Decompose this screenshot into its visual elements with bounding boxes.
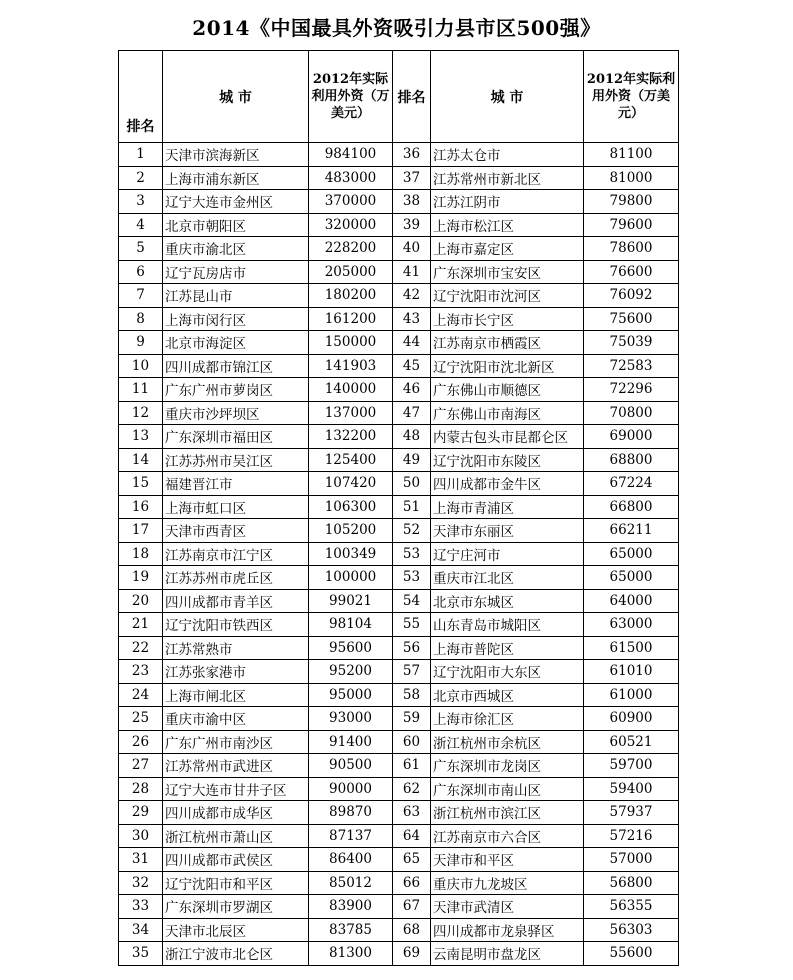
city-right-cell: 天津市和平区: [431, 848, 584, 872]
table-row: [119, 777, 679, 801]
city-left-cell: 北京市朝阳区: [163, 213, 309, 237]
header-value-left: 2012年实际利用外资（万美元）: [309, 51, 393, 143]
table-row: [119, 495, 679, 519]
value-left-cell: 90000: [309, 777, 393, 801]
city-right-cell: 天津市东丽区: [431, 519, 584, 543]
rank-right-cell: 63: [393, 801, 431, 825]
table-header-row: [119, 51, 679, 143]
table-row: [119, 824, 679, 848]
city-right-cell: 山东青岛市城阳区: [431, 613, 584, 637]
city-right-cell: 浙江杭州市滨江区: [431, 801, 584, 825]
rank-left-cell: 5: [119, 237, 163, 261]
city-right-cell: 江苏太仓市: [431, 143, 584, 167]
city-right-cell: 云南昆明市盘龙区: [431, 942, 584, 966]
value-right-cell: 64000: [584, 589, 679, 613]
value-right-cell: 68800: [584, 448, 679, 472]
rank-left-cell: 16: [119, 495, 163, 519]
value-left-cell: 105200: [309, 519, 393, 543]
rank-right-cell: 58: [393, 683, 431, 707]
value-right-cell: 55600: [584, 942, 679, 966]
table-row: [119, 237, 679, 261]
value-left-cell: 93000: [309, 707, 393, 731]
ranking-table: [118, 50, 679, 966]
value-left-cell: 98104: [309, 613, 393, 637]
rank-right-cell: 55: [393, 613, 431, 637]
city-right-cell: 上海市松江区: [431, 213, 584, 237]
value-right-cell: 61000: [584, 683, 679, 707]
rank-right-cell: 41: [393, 260, 431, 284]
value-left-cell: 137000: [309, 401, 393, 425]
table-row: [119, 143, 679, 167]
header-rank-left: 排名: [119, 51, 163, 143]
table-row: [119, 918, 679, 942]
rank-left-cell: 25: [119, 707, 163, 731]
table-row: [119, 848, 679, 872]
value-left-cell: 984100: [309, 143, 393, 167]
table-row: [119, 660, 679, 684]
table-row: [119, 871, 679, 895]
city-right-cell: 江苏南京市栖霞区: [431, 331, 584, 355]
table-row: [119, 589, 679, 613]
rank-right-cell: 48: [393, 425, 431, 449]
table-row: [119, 566, 679, 590]
rank-left-cell: 14: [119, 448, 163, 472]
rank-left-cell: 6: [119, 260, 163, 284]
value-right-cell: 67224: [584, 472, 679, 496]
rank-right-cell: 64: [393, 824, 431, 848]
table-row: [119, 331, 679, 355]
header-rank-right: 排名: [393, 51, 431, 143]
value-left-cell: 205000: [309, 260, 393, 284]
value-right-cell: 70800: [584, 401, 679, 425]
value-left-cell: 161200: [309, 307, 393, 331]
rank-left-cell: 10: [119, 354, 163, 378]
city-left-cell: 辽宁大连市金州区: [163, 190, 309, 214]
rank-right-cell: 46: [393, 378, 431, 402]
value-right-cell: 59700: [584, 754, 679, 778]
value-right-cell: 69000: [584, 425, 679, 449]
value-right-cell: 76092: [584, 284, 679, 308]
city-right-cell: 上海市嘉定区: [431, 237, 584, 261]
rank-left-cell: 34: [119, 918, 163, 942]
rank-left-cell: 21: [119, 613, 163, 637]
rank-left-cell: 33: [119, 895, 163, 919]
city-left-cell: 江苏常州市武进区: [163, 754, 309, 778]
city-left-cell: 辽宁瓦房店市: [163, 260, 309, 284]
rank-right-cell: 59: [393, 707, 431, 731]
rank-right-cell: 42: [393, 284, 431, 308]
rank-left-cell: 13: [119, 425, 163, 449]
rank-right-cell: 50: [393, 472, 431, 496]
value-right-cell: 59400: [584, 777, 679, 801]
value-right-cell: 57937: [584, 801, 679, 825]
table-body: [119, 143, 679, 966]
city-right-cell: 北京市西城区: [431, 683, 584, 707]
rank-left-cell: 29: [119, 801, 163, 825]
rank-left-cell: 23: [119, 660, 163, 684]
rank-left-cell: 3: [119, 190, 163, 214]
value-left-cell: 87137: [309, 824, 393, 848]
rank-right-cell: 37: [393, 166, 431, 190]
city-right-cell: 上海市青浦区: [431, 495, 584, 519]
city-left-cell: 广东广州市南沙区: [163, 730, 309, 754]
table-row: [119, 190, 679, 214]
rank-left-cell: 35: [119, 942, 163, 966]
city-right-cell: 上海市普陀区: [431, 636, 584, 660]
city-left-cell: 辽宁大连市甘井子区: [163, 777, 309, 801]
value-left-cell: 95600: [309, 636, 393, 660]
value-left-cell: 106300: [309, 495, 393, 519]
city-left-cell: 四川成都市成华区: [163, 801, 309, 825]
table-row: [119, 354, 679, 378]
rank-left-cell: 32: [119, 871, 163, 895]
header-city-left: 城 市: [163, 51, 309, 143]
city-left-cell: 四川成都市锦江区: [163, 354, 309, 378]
city-left-cell: 辽宁沈阳市和平区: [163, 871, 309, 895]
table-row: [119, 636, 679, 660]
rank-right-cell: 68: [393, 918, 431, 942]
city-left-cell: 四川成都市武侯区: [163, 848, 309, 872]
city-left-cell: 重庆市沙坪坝区: [163, 401, 309, 425]
value-left-cell: 132200: [309, 425, 393, 449]
rank-left-cell: 15: [119, 472, 163, 496]
city-right-cell: 江苏南京市六合区: [431, 824, 584, 848]
value-right-cell: 81000: [584, 166, 679, 190]
rank-left-cell: 28: [119, 777, 163, 801]
table-row: [119, 519, 679, 543]
value-left-cell: 95000: [309, 683, 393, 707]
city-right-cell: 辽宁沈阳市东陵区: [431, 448, 584, 472]
city-left-cell: 上海市闵行区: [163, 307, 309, 331]
city-left-cell: 天津市西青区: [163, 519, 309, 543]
table-row: [119, 683, 679, 707]
value-left-cell: 100349: [309, 542, 393, 566]
city-left-cell: 上海市虹口区: [163, 495, 309, 519]
value-left-cell: 86400: [309, 848, 393, 872]
value-left-cell: 483000: [309, 166, 393, 190]
city-left-cell: 天津市滨海新区: [163, 143, 309, 167]
rank-right-cell: 67: [393, 895, 431, 919]
rank-right-cell: 53: [393, 566, 431, 590]
city-right-cell: 辽宁沈阳市沈河区: [431, 284, 584, 308]
value-left-cell: 81300: [309, 942, 393, 966]
value-left-cell: 180200: [309, 284, 393, 308]
rank-right-cell: 39: [393, 213, 431, 237]
city-left-cell: 广东深圳市福田区: [163, 425, 309, 449]
value-left-cell: 89870: [309, 801, 393, 825]
rank-right-cell: 47: [393, 401, 431, 425]
city-left-cell: 上海市浦东新区: [163, 166, 309, 190]
rank-left-cell: 11: [119, 378, 163, 402]
rank-right-cell: 49: [393, 448, 431, 472]
rank-right-cell: 36: [393, 143, 431, 167]
table-row: [119, 472, 679, 496]
value-left-cell: 100000: [309, 566, 393, 590]
rank-right-cell: 53: [393, 542, 431, 566]
rank-left-cell: 30: [119, 824, 163, 848]
value-left-cell: 91400: [309, 730, 393, 754]
header-value-right: 2012年实际利用外资（万美元）: [584, 51, 679, 143]
rank-right-cell: 65: [393, 848, 431, 872]
city-left-cell: 江苏苏州市吴江区: [163, 448, 309, 472]
rank-right-cell: 62: [393, 777, 431, 801]
rank-right-cell: 51: [393, 495, 431, 519]
rank-left-cell: 4: [119, 213, 163, 237]
city-right-cell: 广东深圳市宝安区: [431, 260, 584, 284]
rank-left-cell: 24: [119, 683, 163, 707]
table-row: [119, 895, 679, 919]
table-row: [119, 307, 679, 331]
city-right-cell: 江苏江阴市: [431, 190, 584, 214]
value-left-cell: 150000: [309, 331, 393, 355]
rank-left-cell: 7: [119, 284, 163, 308]
city-left-cell: 广东广州市萝岗区: [163, 378, 309, 402]
table-row: [119, 707, 679, 731]
table-row: [119, 425, 679, 449]
city-left-cell: 福建晋江市: [163, 472, 309, 496]
value-left-cell: 140000: [309, 378, 393, 402]
table-row: [119, 613, 679, 637]
city-left-cell: 上海市闸北区: [163, 683, 309, 707]
table-row: [119, 260, 679, 284]
city-left-cell: 江苏常熟市: [163, 636, 309, 660]
rank-right-cell: 60: [393, 730, 431, 754]
rank-right-cell: 66: [393, 871, 431, 895]
value-right-cell: 72296: [584, 378, 679, 402]
value-left-cell: 320000: [309, 213, 393, 237]
rank-left-cell: 31: [119, 848, 163, 872]
city-left-cell: 江苏张家港市: [163, 660, 309, 684]
city-left-cell: 重庆市渝中区: [163, 707, 309, 731]
table-row: [119, 378, 679, 402]
city-right-cell: 重庆市九龙坡区: [431, 871, 584, 895]
value-right-cell: 76600: [584, 260, 679, 284]
value-right-cell: 56303: [584, 918, 679, 942]
city-right-cell: 上海市徐汇区: [431, 707, 584, 731]
value-right-cell: 66800: [584, 495, 679, 519]
city-left-cell: 重庆市渝北区: [163, 237, 309, 261]
city-left-cell: 江苏昆山市: [163, 284, 309, 308]
rank-right-cell: 69: [393, 942, 431, 966]
city-right-cell: 辽宁庄河市: [431, 542, 584, 566]
city-left-cell: 浙江杭州市萧山区: [163, 824, 309, 848]
city-right-cell: 广东佛山市南海区: [431, 401, 584, 425]
value-left-cell: 85012: [309, 871, 393, 895]
city-left-cell: 广东深圳市罗湖区: [163, 895, 309, 919]
city-right-cell: 天津市武清区: [431, 895, 584, 919]
rank-left-cell: 19: [119, 566, 163, 590]
value-right-cell: 63000: [584, 613, 679, 637]
city-left-cell: 江苏南京市江宁区: [163, 542, 309, 566]
rank-right-cell: 54: [393, 589, 431, 613]
city-right-cell: 北京市东城区: [431, 589, 584, 613]
table-row: [119, 448, 679, 472]
value-right-cell: 79800: [584, 190, 679, 214]
value-right-cell: 79600: [584, 213, 679, 237]
city-right-cell: 上海市长宁区: [431, 307, 584, 331]
rank-right-cell: 44: [393, 331, 431, 355]
value-right-cell: 57216: [584, 824, 679, 848]
city-right-cell: 内蒙古包头市昆都仑区: [431, 425, 584, 449]
rank-right-cell: 40: [393, 237, 431, 261]
table-row: [119, 801, 679, 825]
rank-left-cell: 27: [119, 754, 163, 778]
value-right-cell: 57000: [584, 848, 679, 872]
value-left-cell: 125400: [309, 448, 393, 472]
value-left-cell: 107420: [309, 472, 393, 496]
value-left-cell: 141903: [309, 354, 393, 378]
rank-right-cell: 56: [393, 636, 431, 660]
rank-left-cell: 12: [119, 401, 163, 425]
table-row: [119, 401, 679, 425]
rank-left-cell: 22: [119, 636, 163, 660]
rank-left-cell: 1: [119, 143, 163, 167]
rank-right-cell: 52: [393, 519, 431, 543]
city-left-cell: 江苏苏州市虎丘区: [163, 566, 309, 590]
value-right-cell: 60900: [584, 707, 679, 731]
table-row: [119, 754, 679, 778]
city-right-cell: 浙江杭州市余杭区: [431, 730, 584, 754]
value-right-cell: 61500: [584, 636, 679, 660]
rank-right-cell: 38: [393, 190, 431, 214]
value-right-cell: 65000: [584, 542, 679, 566]
rank-left-cell: 26: [119, 730, 163, 754]
city-right-cell: 广东深圳市龙岗区: [431, 754, 584, 778]
value-right-cell: 75039: [584, 331, 679, 355]
table-row: [119, 942, 679, 966]
city-left-cell: 天津市北辰区: [163, 918, 309, 942]
city-right-cell: 四川成都市金牛区: [431, 472, 584, 496]
value-right-cell: 78600: [584, 237, 679, 261]
value-left-cell: 95200: [309, 660, 393, 684]
city-left-cell: 北京市海淀区: [163, 331, 309, 355]
city-right-cell: 重庆市江北区: [431, 566, 584, 590]
rank-right-cell: 43: [393, 307, 431, 331]
rank-right-cell: 45: [393, 354, 431, 378]
value-right-cell: 72583: [584, 354, 679, 378]
value-left-cell: 228200: [309, 237, 393, 261]
value-right-cell: 75600: [584, 307, 679, 331]
city-left-cell: 四川成都市青羊区: [163, 589, 309, 613]
city-right-cell: 广东佛山市顺德区: [431, 378, 584, 402]
rank-left-cell: 2: [119, 166, 163, 190]
header-city-right: 城 市: [431, 51, 584, 143]
rank-left-cell: 20: [119, 589, 163, 613]
value-right-cell: 61010: [584, 660, 679, 684]
value-left-cell: 83900: [309, 895, 393, 919]
value-right-cell: 56800: [584, 871, 679, 895]
value-left-cell: 90500: [309, 754, 393, 778]
rank-left-cell: 18: [119, 542, 163, 566]
table-row: [119, 284, 679, 308]
city-left-cell: 辽宁沈阳市铁西区: [163, 613, 309, 637]
document-title: 2014《中国最具外资吸引力县市区500强》: [192, 16, 601, 40]
rank-right-cell: 61: [393, 754, 431, 778]
rank-right-cell: 57: [393, 660, 431, 684]
value-left-cell: 83785: [309, 918, 393, 942]
value-right-cell: 66211: [584, 519, 679, 543]
city-right-cell: 广东深圳市南山区: [431, 777, 584, 801]
rank-left-cell: 9: [119, 331, 163, 355]
value-right-cell: 56355: [584, 895, 679, 919]
table-row: [119, 730, 679, 754]
value-right-cell: 81100: [584, 143, 679, 167]
table-row: [119, 166, 679, 190]
value-right-cell: 65000: [584, 566, 679, 590]
value-left-cell: 99021: [309, 589, 393, 613]
city-right-cell: 江苏常州市新北区: [431, 166, 584, 190]
table-row: [119, 213, 679, 237]
rank-left-cell: 17: [119, 519, 163, 543]
rank-left-cell: 8: [119, 307, 163, 331]
value-right-cell: 60521: [584, 730, 679, 754]
city-right-cell: 四川成都市龙泉驿区: [431, 918, 584, 942]
city-left-cell: 浙江宁波市北仑区: [163, 942, 309, 966]
value-left-cell: 370000: [309, 190, 393, 214]
city-right-cell: 辽宁沈阳市大东区: [431, 660, 584, 684]
table-row: [119, 542, 679, 566]
city-right-cell: 辽宁沈阳市沈北新区: [431, 354, 584, 378]
